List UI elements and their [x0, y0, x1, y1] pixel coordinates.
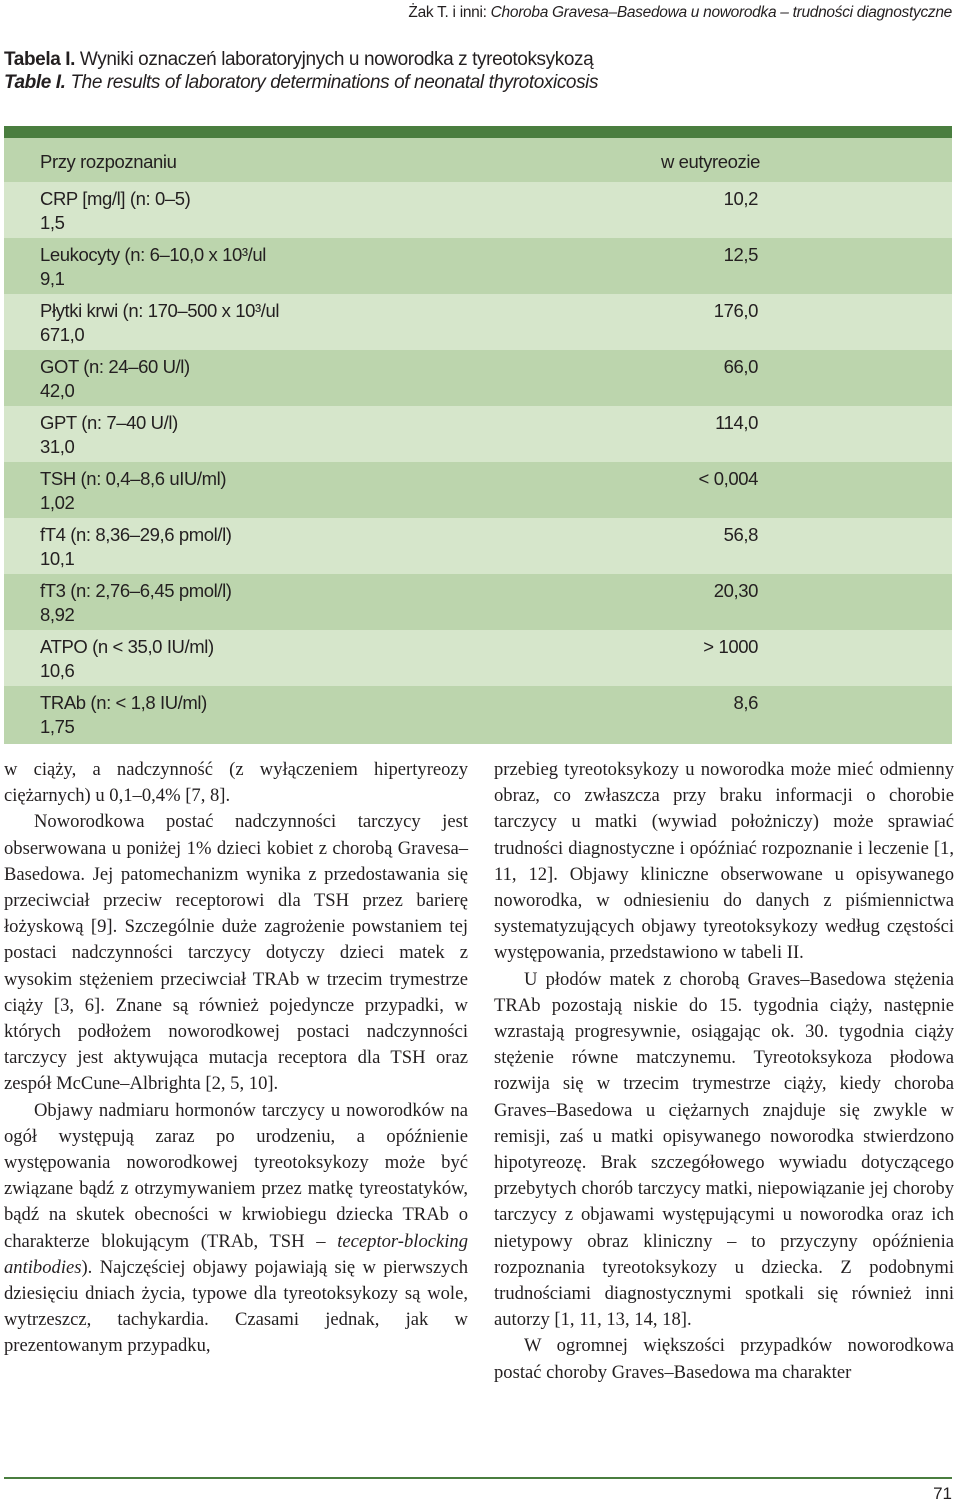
table-row — [4, 686, 952, 744]
row-value-at-diagnosis: > 1000 — [703, 636, 758, 657]
row-parameter: TRAb (n: < 1,8 IU/ml) — [40, 692, 207, 713]
row-value-euthyroid: 1,02 — [40, 492, 75, 513]
table-top-band — [4, 126, 952, 138]
paragraph: W ogromnej większości przypadków noworodkowa postać choroby Graves–Basedowa ma charakter — [494, 1335, 954, 1383]
row-value-euthyroid: 42,0 — [40, 380, 75, 401]
row-value-euthyroid: 8,92 — [40, 604, 75, 625]
header-diagnosis: Przy rozpoznaniu — [40, 151, 177, 172]
paragraph: U płodów matek z chorobą Graves–Basedowa stężenia TRAb pozostają niskie do 15. tygodnia ciąży, następnie wzrastają progresywnie, osiągając ok. 30. tygodnia ciąży stężenie równe matczynemu. Tyreotoksykoza płodowa rozwija się w trzecim trymestrze ciąży, kiedy choroba Graves–Basedowa u ciężarnych znajduje się zwykle w remisji, zaś u matki opisywanego noworodka stwierdzono hipotyreozę. Brak szczegółowego wywiadu dotyczącego przebytych chorób tarczycy matki, niepowiązanie jej choroby tarczycy z objawami występującymi u noworodka oraz ich nietypowy obraz kliniczny – to przyczyny opóźnienia rozpoznania tyreotoksykozy u dziecka. Z podobnymi trudnościami diagnostycznymi spotkali się również inni autorzy [1, 11, 13, 14, 18]. — [494, 968, 954, 1331]
caption-english-label: Table I. — [4, 72, 66, 93]
lab-results-table — [4, 126, 952, 744]
running-head-title: Choroba Gravesa–Basedowa u noworodka – trudności diagnostyczne — [490, 4, 952, 21]
paragraph: w ciąży, a nadczynność (z wyłączeniem hipertyreozy ciężarnych) u 0,1–0,4% [7, 8]. — [4, 759, 468, 807]
table-row — [4, 238, 952, 294]
row-value-euthyroid: 10,6 — [40, 660, 75, 681]
caption-english-text: The results of laboratory determinations of neonatal thyrotoxicosis — [70, 72, 599, 93]
row-value-at-diagnosis: 20,30 — [713, 580, 758, 601]
row-value-euthyroid: 9,1 — [40, 268, 65, 289]
table-row — [4, 406, 952, 462]
row-value-euthyroid: 10,1 — [40, 548, 75, 569]
row-value-at-diagnosis: < 0,004 — [698, 468, 758, 489]
table-row — [4, 294, 952, 350]
row-parameter: GOT (n: 24–60 U/l) — [40, 356, 190, 377]
row-value-euthyroid: 671,0 — [40, 324, 85, 345]
row-value-at-diagnosis: 8,6 — [733, 692, 758, 713]
row-parameter: fT4 (n: 8,36–29,6 pmol/l) — [40, 524, 232, 545]
table-row — [4, 518, 952, 574]
table-row — [4, 462, 952, 518]
running-head — [408, 4, 952, 22]
caption-polish — [4, 48, 598, 71]
row-value-at-diagnosis: 56,8 — [723, 524, 758, 545]
row-parameter: fT3 (n: 2,76–6,45 pmol/l) — [40, 580, 232, 601]
row-value-euthyroid: 1,5 — [40, 212, 65, 233]
row-parameter: CRP [mg/l] (n: 0–5) — [40, 188, 191, 209]
table-row — [4, 350, 952, 406]
table-row — [4, 182, 952, 238]
caption-english — [4, 71, 598, 94]
paragraph: Noworodkowa postać nadczynności tarczycy jest obserwowana u poniżej 1% dzieci kobiet z chorobą Gravesa–Basedowa. Jej patomechanizm wynika z przedostawania się przeciwciał przeciw receptorowi dla TSH przez barierę łożyskową [9]. Szczególnie duże zagrożenie powstaniem tej postaci nadczynności tarczycy dotyczy dzieci matek z wysokim stężeniem przeciwciał TRAb w trzecim trymestrze ciąży [3, 6]. Znane są również pojedyncze przypadki, w których podłożem noworodkowej postaci nadczynności tarczycy jest aktywująca mutacja receptora dla TSH oraz zespół McCune–Albrighta [2, 5, 10]. — [4, 811, 468, 1095]
row-value-at-diagnosis: 12,5 — [723, 244, 758, 265]
row-value-at-diagnosis: 114,0 — [715, 412, 758, 433]
header-euthyroid: w eutyreozie — [660, 151, 760, 172]
body-column-left — [4, 757, 468, 1360]
footer-rule — [4, 1477, 952, 1479]
table-caption — [4, 48, 598, 94]
row-parameter: GPT (n: 7–40 U/l) — [40, 412, 178, 433]
row-value-euthyroid: 31,0 — [40, 436, 75, 457]
running-head-authors: Żak T. i inni: — [408, 4, 487, 21]
table-row — [4, 574, 952, 630]
body-column-right — [494, 757, 954, 1386]
caption-polish-text: Wyniki oznaczeń laboratoryjnych u noworodka z tyreotoksykozą — [79, 49, 594, 70]
row-parameter: Płytki krwi (n: 170–500 x 10³/ul — [40, 300, 280, 321]
paragraph-text: ). Najczęściej objawy pojawiają się w pierwszych dziesięciu dniach życia, typowe dla tyreotoksykozy są wole, wytrzeszcz, tachykardia. Czasami jednak, jak w prezentowanym przypadku, — [4, 1256, 468, 1357]
paragraph: przebieg tyreotoksykozy u noworodka może mieć odmienny obraz, co zwłaszcza przy braku informacji o chorobie tarczycy u matki (wywiad położniczy) może sprawiać trudności diagnostyczne i opóźniać rozpoznanie i leczenie [1, 11, 12]. Objawy kliniczne obserwowane u opisywanego noworodka, w odniesieniu do danych z piśmiennictwa systematyzujących objawy tyreotoksykozy według częstości występowania, przedstawiono w tabeli II. — [494, 759, 954, 964]
page-number: 71 — [933, 1484, 952, 1503]
caption-polish-label: Tabela I. — [4, 49, 76, 70]
row-value-at-diagnosis: 10,2 — [723, 188, 758, 209]
row-value-euthyroid: 1,75 — [40, 716, 75, 737]
row-value-at-diagnosis: 176,0 — [713, 300, 758, 321]
paragraph-italic-term: teceptor-blocking antibodies — [4, 1230, 469, 1278]
table-header-row — [4, 138, 952, 182]
row-parameter: ATPO (n < 35,0 IU/ml) — [40, 636, 214, 657]
paragraph — [4, 1098, 468, 1360]
table-body — [4, 182, 952, 744]
row-value-at-diagnosis: 66,0 — [723, 356, 758, 377]
row-parameter: Leukocyty (n: 6–10,0 x 10³/ul — [40, 244, 266, 265]
row-parameter: TSH (n: 0,4–8,6 uIU/ml) — [40, 468, 227, 489]
paragraph-text: Objawy nadmiaru hormonów tarczycy u noworodków na ogół występują zaraz po urodzeniu, a opóźnienie występowania noworodkowej tyreotoksykozy może być związane bądź z otrzymywaniem przez matkę tyreostatyków, bądź na skutek obecności w krwiobiegu dziecka TRAb o charakterze blokującym (TRAb, TSH – — [4, 1099, 468, 1252]
table-row — [4, 630, 952, 686]
